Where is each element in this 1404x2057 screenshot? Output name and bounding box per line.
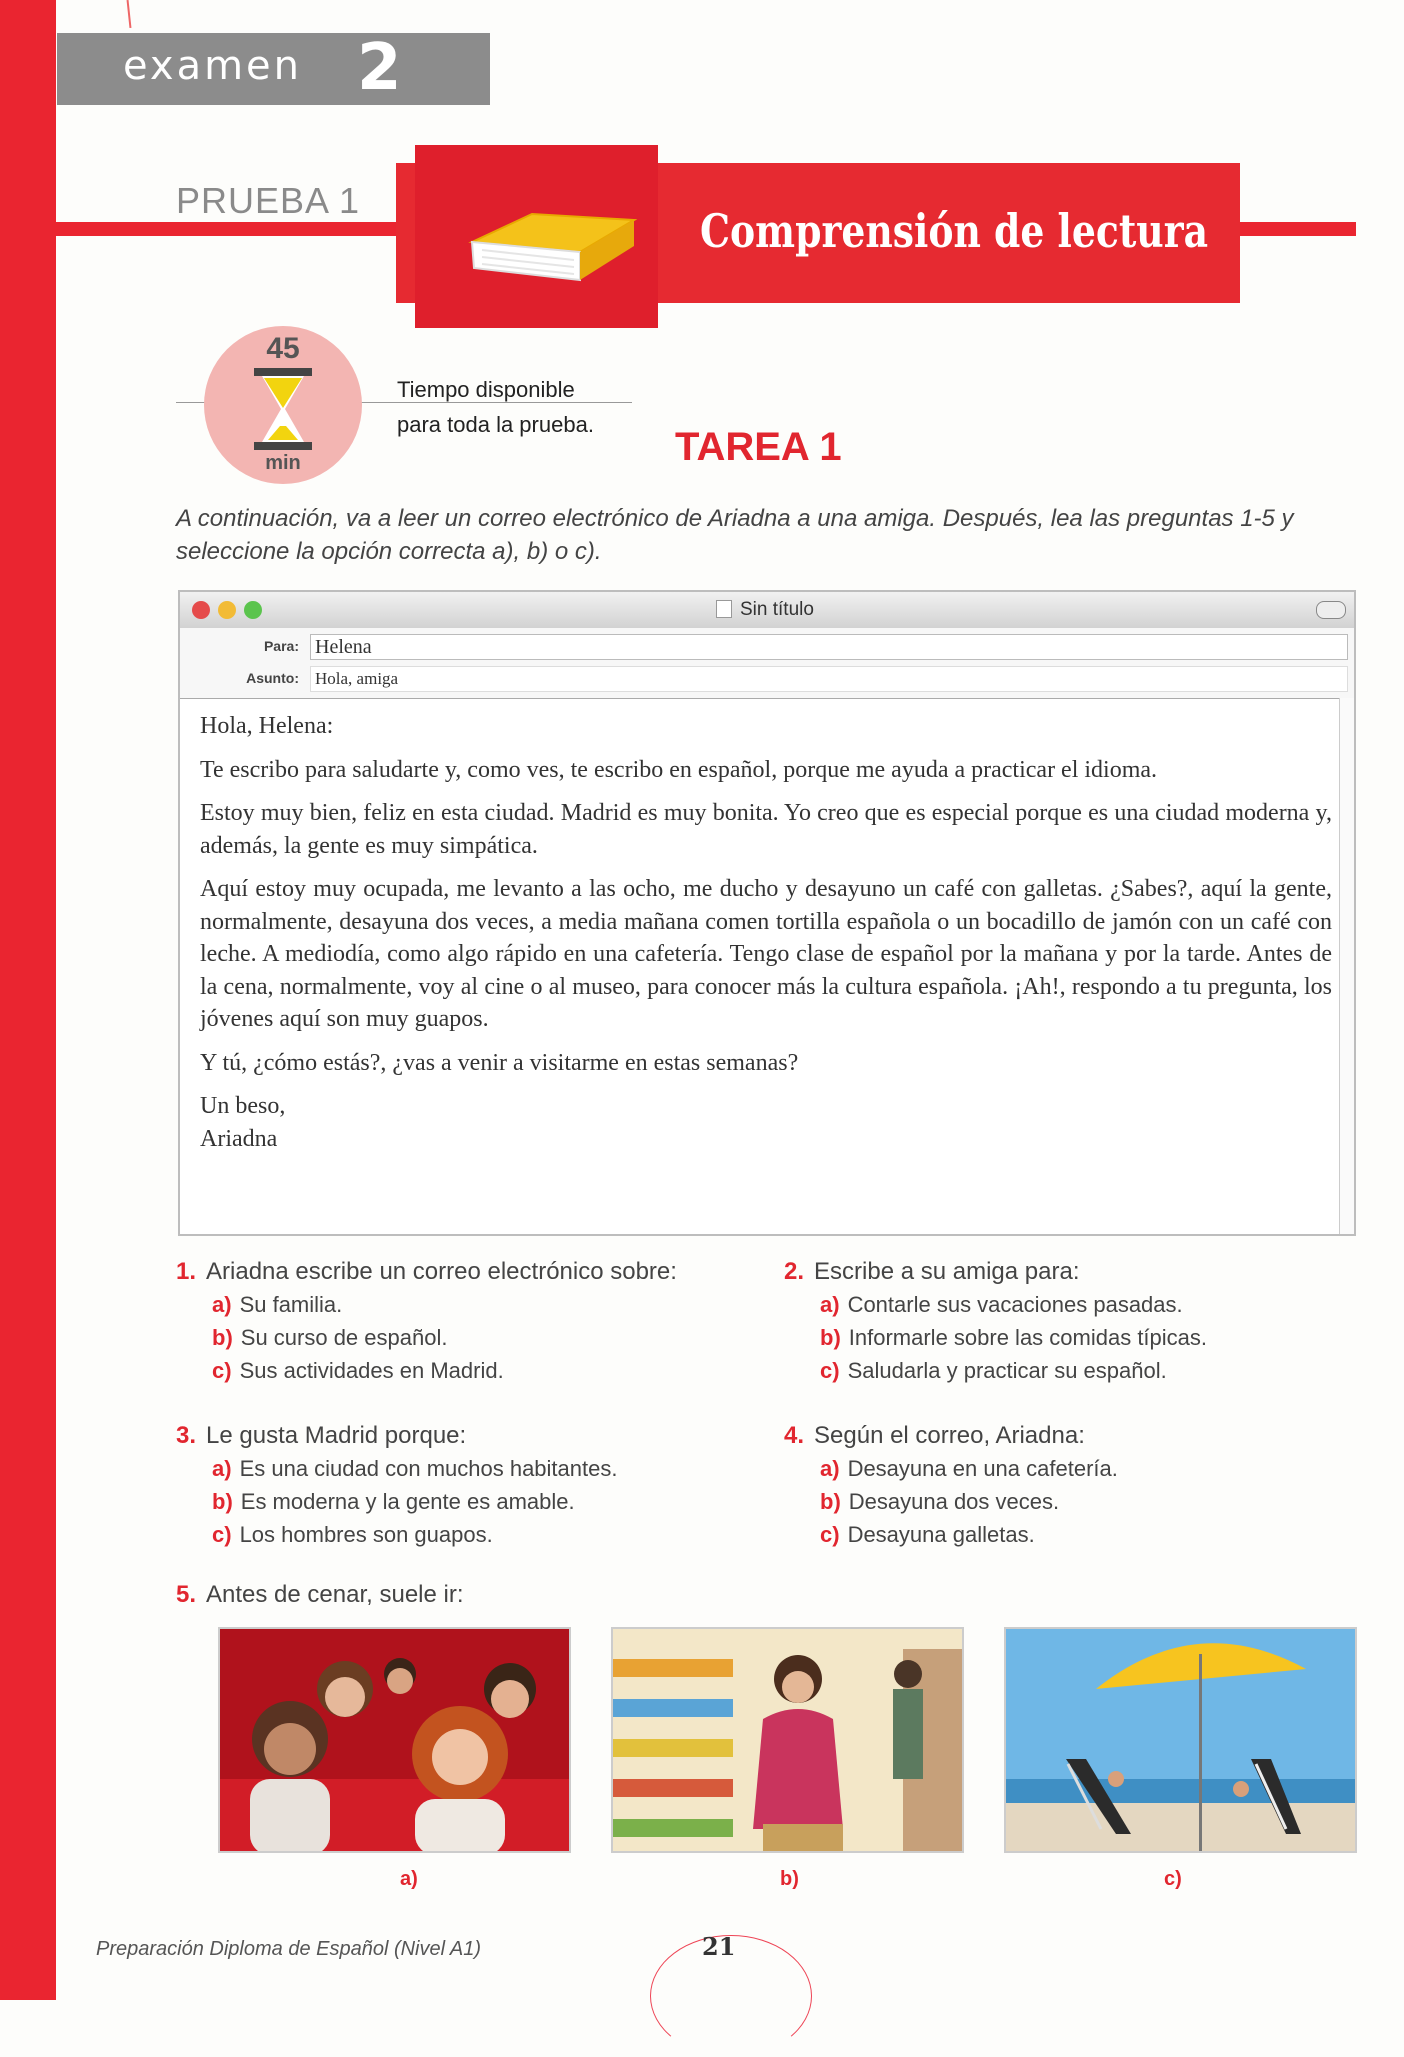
section-title: Comprensión de lectura [700,204,1209,258]
timer-unit: min [265,452,301,474]
hourglass-icon [252,366,314,452]
question-number: 1. [176,1258,197,1285]
question-4 [784,1419,1118,1551]
option-b[interactable]: b) Es moderna y la gente es amable. [212,1489,575,1514]
timer-caption-line2: para toda la prueba. [397,412,594,437]
close-button[interactable] [192,601,210,619]
book-icon [462,180,642,290]
prueba-label: PRUEBA 1 [176,180,361,221]
zoom-button[interactable] [244,601,262,619]
question-2 [784,1255,1207,1387]
cinema-audience-image [220,1629,571,1853]
question-text: Le gusta Madrid porque: [206,1422,467,1449]
option-a[interactable]: a) Su familia. [212,1292,343,1317]
email-paragraph: Estoy muy bien, feliz en esta ciudad. Madrid es muy bonita. Yo creo que es especial porque es una ciudad moderna y, además, la gente es muy simpática. [200,800,1332,859]
option-a-photo-cinema[interactable] [218,1627,571,1853]
timer-caption-line1: Tiempo disponible [397,377,575,402]
email-body [200,710,1332,1155]
photo-label-b: b) [780,1868,799,1890]
timer-minutes: 45 [266,332,300,365]
document-icon [716,600,732,618]
to-label: Para: [263,638,299,654]
email-closing: Un beso, [200,1093,286,1119]
option-c-photo-beach[interactable] [1004,1627,1357,1853]
question-3 [176,1419,617,1551]
question-text: Ariadna escribe un correo electrónico sobre: [206,1258,677,1285]
toolbar-toggle-button[interactable] [1316,601,1346,619]
email-window [178,590,1356,1236]
question-text: Antes de cenar, suele ir: [206,1581,464,1608]
exam-tab [57,33,490,105]
email-paragraph: Aquí estoy muy ocupada, me levanto a las ocho, me ducho y desayuno un café con galletas. ¿Sabes?, aquí la gente, normalmente, desayuna dos veces, a media mañana comen tortilla española o un bocadillo de jamón con un café con leche. A mediodía, como algo rápido en una cafetería. Tengo clase de español por la mañana y por la tarde. Antes de la cena, normalmente, voy al cine o al museo, para conocer más la cultura española. ¡Ah!, respondo a tu pregunta, los jóvenes aquí son muy guapos. [200,876,1332,1032]
option-b-photo-supermarket[interactable] [611,1627,964,1853]
timer-badge [204,326,362,484]
decorative-line [127,0,132,28]
option-b[interactable]: b) Desayuna dos veces. [820,1489,1060,1514]
photo-label-c: c) [1164,1868,1182,1890]
option-b[interactable]: b) Su curso de español. [212,1325,448,1350]
option-c[interactable]: c) Sus actividades en Madrid. [212,1358,504,1383]
timer-caption [397,372,594,442]
option-a[interactable]: a) Contarle sus vacaciones pasadas. [820,1292,1183,1317]
option-c[interactable]: c) Saludarla y practicar su español. [820,1358,1167,1383]
supermarket-image [613,1629,964,1853]
left-red-margin [0,0,56,2000]
question-text: Escribe a su amiga para: [814,1258,1080,1285]
question-1 [176,1255,677,1387]
question-number: 5. [176,1581,197,1608]
task-intro: A continuación, va a leer un correo electrónico de Ariadna a una amiga. Después, lea las preguntas 1-5 y seleccione la opción correcta a), b) o c). [176,505,1294,565]
to-field[interactable] [310,634,1348,660]
task-title: TAREA 1 [675,425,842,469]
question-text: Según el correo, Ariadna: [814,1422,1085,1449]
option-a[interactable]: a) Es una ciudad con muchos habitantes. [212,1456,618,1481]
email-paragraph: Y tú, ¿cómo estás?, ¿vas a venir a visitarme en estas semanas? [200,1049,799,1076]
exam-word: examen [123,43,303,89]
email-header [180,628,1354,699]
window-title: Sin título [740,599,814,620]
to-value: Helena [315,636,372,658]
email-signature: Ariadna [200,1125,278,1152]
option-c[interactable]: c) Desayuna galletas. [820,1522,1035,1547]
email-greeting: Hola, Helena: [200,713,334,739]
beach-image [1006,1629,1357,1853]
question-number: 4. [784,1422,805,1449]
photo-label-a: a) [400,1868,418,1890]
page-number: 21 [702,1932,736,1961]
option-b[interactable]: b) Informarle sobre las comidas típicas. [820,1325,1208,1350]
question-number: 3. [176,1422,197,1449]
email-scrollbar[interactable] [1339,698,1354,1234]
subject-field[interactable] [310,666,1348,692]
minimize-button[interactable] [218,601,236,619]
option-c[interactable]: c) Los hombres son guapos. [212,1522,493,1547]
exam-number: 2 [357,31,402,105]
question-5 [176,1578,464,1611]
option-a[interactable]: a) Desayuna en una cafetería. [820,1456,1118,1481]
subject-value: Hola, amiga [315,669,399,688]
footer-book-title: Preparación Diploma de Español (Nivel A1) [96,1938,481,1960]
subject-label: Asunto: [246,670,299,686]
question-number: 2. [784,1258,805,1285]
email-titlebar [180,592,1354,629]
email-paragraph: Te escribo para saludarte y, como ves, te escribo en español, porque me ayuda a practicar el idioma. [200,756,1158,783]
